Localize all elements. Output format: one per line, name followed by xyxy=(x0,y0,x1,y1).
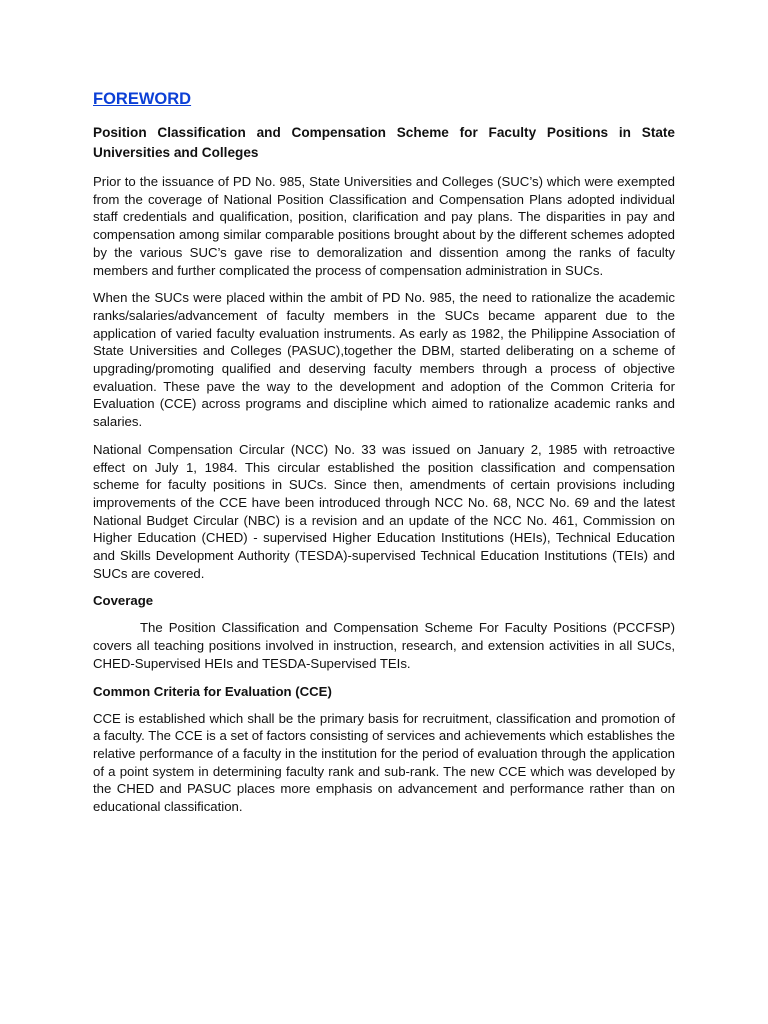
cce-heading: Common Criteria for Evaluation (CCE) xyxy=(93,683,332,699)
cce-paragraph: CCE is established which shall be the primary basis for recruitment, classification and promotion of a faculty. The CCE is a set of factors consisting of services and achievements which establishes the relative performance of a faculty in the institution for the period of evaluation through the application of a point system in determining faculty rank and sub-rank. The new CCE which was developed by the CHED and PASUC places more emphasis on advancement and performance rather than on educational classification. xyxy=(93,710,675,815)
document-page xyxy=(93,88,675,826)
coverage-heading: Coverage xyxy=(93,593,154,609)
document-title: Position Classification and Compensation Scheme for Faculty Positions in State Universities and Colleges xyxy=(93,125,675,160)
foreword-heading: FOREWORD xyxy=(93,90,192,108)
paragraph-pd985: Prior to the issuance of PD No. 985, State Universities and Colleges (SUC’s) which were exempted from the coverage of National Position Classification and Compensation Plans adopted individual staff credentials and qualification, position, clarification and pay plans. The disparities in pay and compensation among similar comparable positions brought about by the different schemes adopted by the various SUC’s gave rise to demoralization and dissention among the ranks of faculty members and further complicated the process of compensation administration in SUCs. xyxy=(93,174,675,278)
paragraph-rationalize: When the SUCs were placed within the ambit of PD No. 985, the need to rationalize the academic ranks/salaries/advancement of faculty members in the SUCs became apparent due to the application of varied faculty evaluation instruments. As early as 1982, the Philippine Association of State Universities and Colleges (PASUC),together the DBM, started deliberating on a scheme of upgrading/promoting qualified and deserving faculty members through a process of objective evaluation. These pave the way to the development and adoption of the Common Criteria for Evaluation (CCE) across programs and discipline which aimed to rationalize academic ranks and salaries. xyxy=(93,290,675,430)
paragraph-ncc33: National Compensation Circular (NCC) No. 33 was issued on January 2, 1985 with retroactive effect on July 1, 1984. This circular established the position classification and compensation scheme for faculty positions in SUCs. Since then, amendments of certain provisions including improvements of the CCE have been introduced through NCC No. 68, NCC No. 69 and the latest National Budget Circular (NBC) is a revision and an update of the NCC No. 461, Commission on Higher Education (CHED) - supervised Higher Education Institutions (HEIs), Technical Education and Skills Development Authority (TESDA)-supervised Technical Education Institutions (TEIs) and SUCs are covered. xyxy=(93,441,675,581)
coverage-paragraph: The Position Classification and Compensation Scheme For Faculty Positions (PCCFSP) covers all teaching positions involved in instruction, research, and extension activities in all SUCs, CHED-Supervised HEIs and TESDA-Supervised TEIs. xyxy=(93,620,675,671)
